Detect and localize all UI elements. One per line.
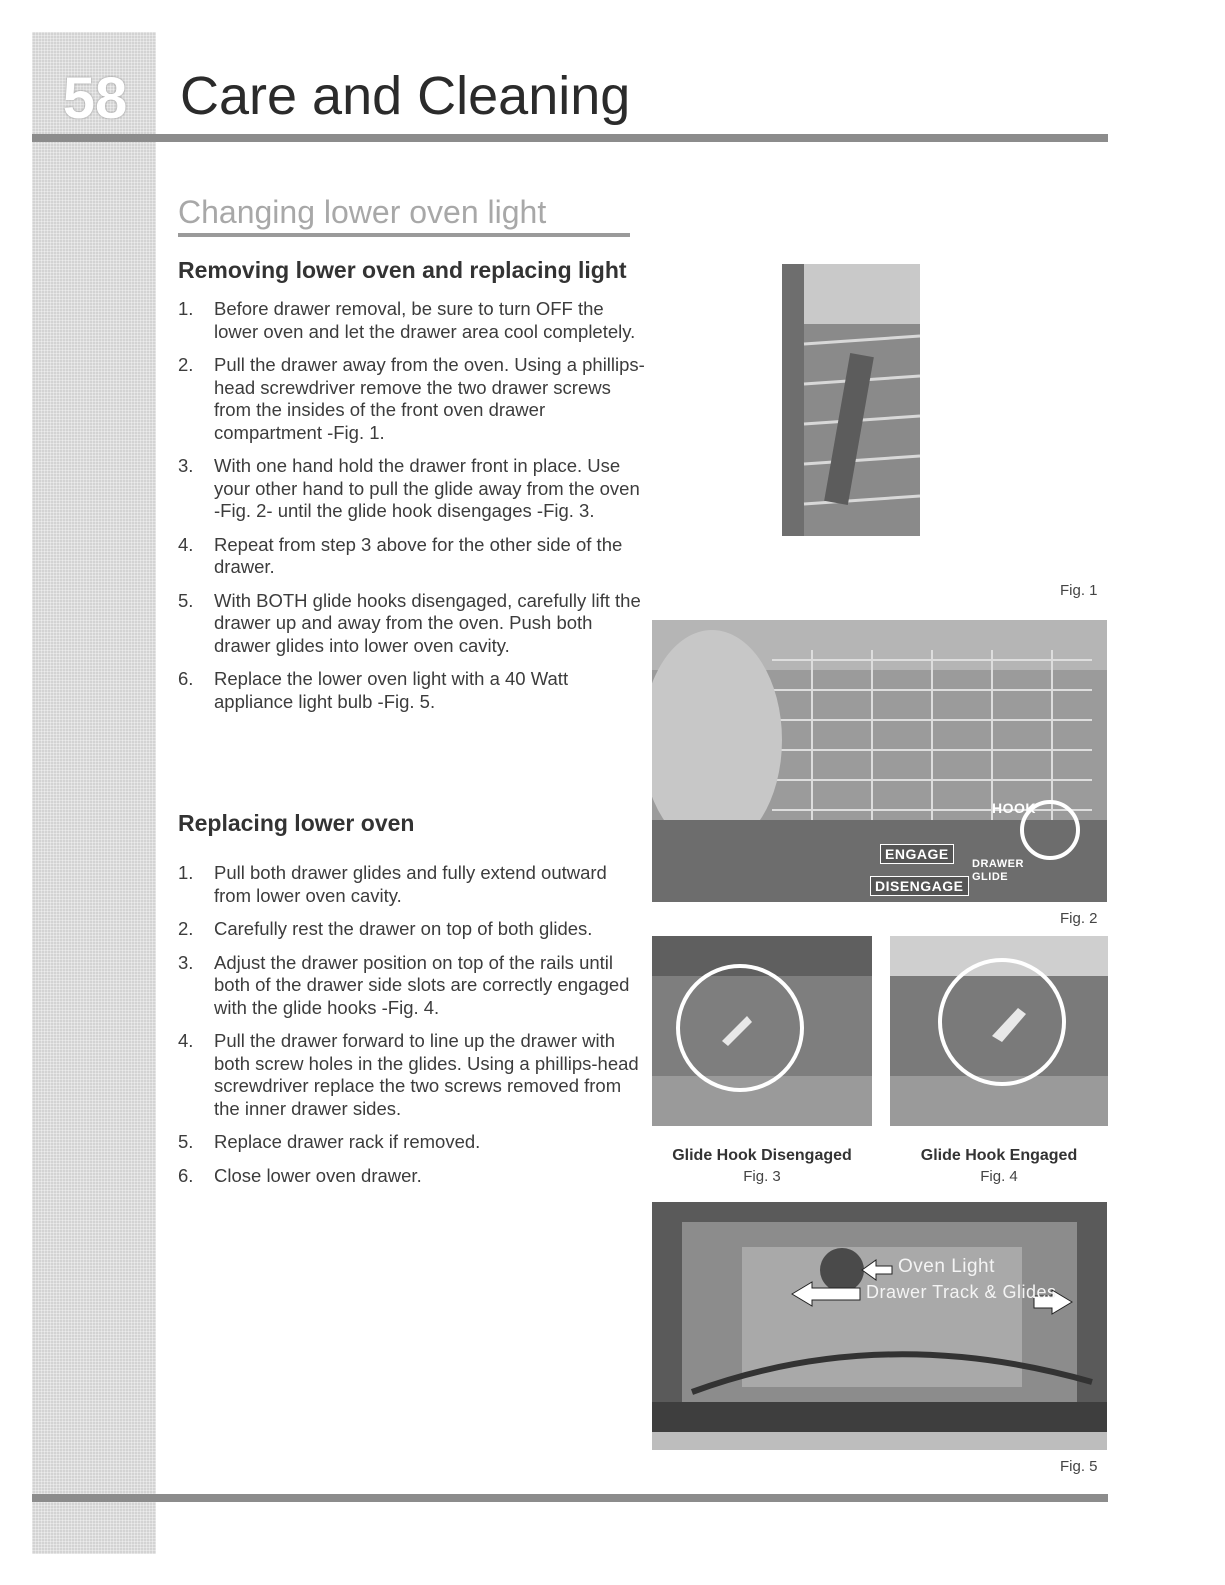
chapter-title: Care and Cleaning bbox=[180, 66, 631, 126]
list-item: 1. Before drawer removal, be sure to turn OFF the lower oven and let the drawer area cool completely. bbox=[178, 298, 636, 342]
fig3-label: Fig. 3 bbox=[743, 1168, 781, 1185]
fig2-photo bbox=[652, 620, 1107, 902]
fig5-photo bbox=[652, 1202, 1107, 1450]
sidebar-band bbox=[32, 32, 156, 1554]
disengage-callout: DISENGAGE bbox=[870, 876, 969, 896]
list-item: 3. Adjust the drawer position on top of the rails until both of the drawer side slots are correctly engaged with the glide hooks -Fig. 4. bbox=[178, 951, 630, 1018]
section-title: Changing lower oven light bbox=[178, 194, 547, 230]
fig3-caption: Glide Hook Disengaged bbox=[672, 1147, 852, 1164]
drawer-track-callout: Drawer Track & Glides bbox=[866, 1282, 1057, 1302]
fig1-photo bbox=[782, 264, 920, 536]
fig3-photo bbox=[652, 936, 872, 1126]
oven-light-callout: Oven Light bbox=[898, 1256, 995, 1277]
section-rule bbox=[178, 233, 630, 237]
list-item: 6. Replace the lower oven light with a 40 Watt appliance light bulb -Fig. 5. bbox=[178, 668, 569, 712]
list-item: 6. Close lower oven drawer. bbox=[178, 1164, 422, 1186]
header-rule bbox=[32, 134, 1108, 142]
engage-callout: ENGAGE bbox=[880, 844, 954, 864]
fig4-photo bbox=[890, 936, 1108, 1126]
replacing-heading: Replacing lower oven bbox=[178, 810, 415, 836]
fig2-label: Fig. 2 bbox=[1060, 910, 1098, 927]
fig5-label: Fig. 5 bbox=[1060, 1458, 1098, 1475]
list-item: 2. Carefully rest the drawer on top of both glides. bbox=[178, 918, 593, 939]
list-item: 4. Pull the drawer forward to line up the drawer with both screw holes in the glides. Using a phillips-head screwdriver replace the two screws removed from the inner drawer sides. bbox=[178, 1030, 639, 1119]
fig1-label: Fig. 1 bbox=[1060, 582, 1098, 599]
replacing-steps-list bbox=[178, 862, 648, 1187]
removing-steps-list bbox=[178, 298, 648, 713]
list-item: 5. Replace drawer rack if removed. bbox=[178, 1131, 481, 1152]
removing-heading: Removing lower oven and replacing light bbox=[178, 257, 627, 283]
footer-rule bbox=[32, 1494, 1108, 1502]
list-item: 1. Pull both drawer glides and fully extend outward from lower oven cavity. bbox=[178, 862, 607, 906]
list-item: 5. With BOTH glide hooks disengaged, carefully lift the drawer up and away from the oven. Push both drawer glides into lower oven cavity. bbox=[178, 589, 641, 656]
list-item: 4. Repeat from step 3 above for the other side of the drawer. bbox=[178, 533, 623, 577]
page-number: 58 bbox=[62, 66, 128, 131]
list-item: 3. With one hand hold the drawer front in place. Use your other hand to pull the glide away from the oven -Fig. 2- until the glide hook disengages -Fig. 3. bbox=[178, 455, 640, 521]
fig4-label: Fig. 4 bbox=[980, 1168, 1018, 1185]
hook-callout: HOOK bbox=[992, 800, 1036, 816]
list-item: 2. Pull the drawer away from the oven. Using a phillips-head screwdriver remove the two drawer screws from the insides of the front oven drawer compartment -Fig. 1. bbox=[178, 354, 645, 443]
drawer-glide-callout: DRAWER GLIDE bbox=[972, 858, 1024, 883]
fig4-caption: Glide Hook Engaged bbox=[920, 1147, 1078, 1164]
